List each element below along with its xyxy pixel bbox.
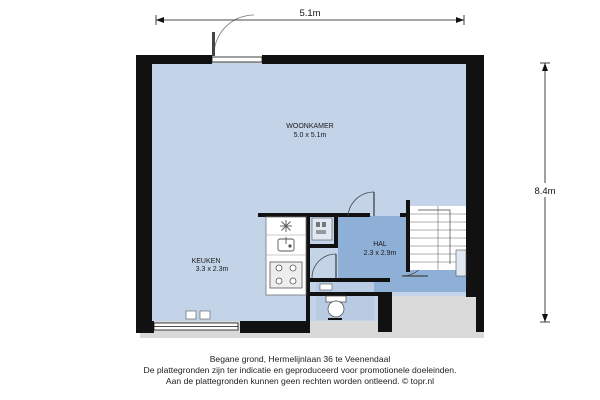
front-door-swing	[214, 15, 254, 55]
caption-line-1: Begane grond, Hermelijnlaan 36 te Veenendaal	[209, 354, 391, 364]
extractor-fan-icon	[280, 220, 292, 232]
width-arrow-left-icon	[156, 17, 164, 23]
width-dimension-label: 5.1m	[299, 8, 321, 19]
keuken-label: KEUKEN	[191, 258, 221, 265]
front-door-frame	[212, 32, 215, 56]
height-arrow-top-icon	[542, 63, 548, 71]
caption-line-3: Aan de plattegronden kunnen geen rechten worden ontleend. © topr.nl	[165, 376, 435, 386]
meter-cupboard	[312, 218, 332, 240]
height-arrow-bottom-icon	[542, 314, 548, 322]
woonkamer-label: WOONKAMER	[286, 123, 334, 130]
caption-line-2: De plattegronden zijn ter indicatie en geproduceerd voor promotionele doeleinden.	[143, 365, 457, 375]
width-arrow-right-icon	[456, 17, 464, 23]
hal-label: HAL	[373, 241, 387, 248]
keuken-size: 3.3 x 2.3m	[195, 266, 229, 273]
woonkamer-size: 5.0 x 5.1m	[293, 132, 327, 139]
hal-size: 2.3 x 2.9m	[363, 250, 397, 257]
hall-cabinet	[456, 250, 466, 276]
height-dimension-label: 8.4m	[534, 186, 556, 197]
stove-icon	[270, 262, 302, 288]
outside-terrace	[392, 296, 478, 332]
